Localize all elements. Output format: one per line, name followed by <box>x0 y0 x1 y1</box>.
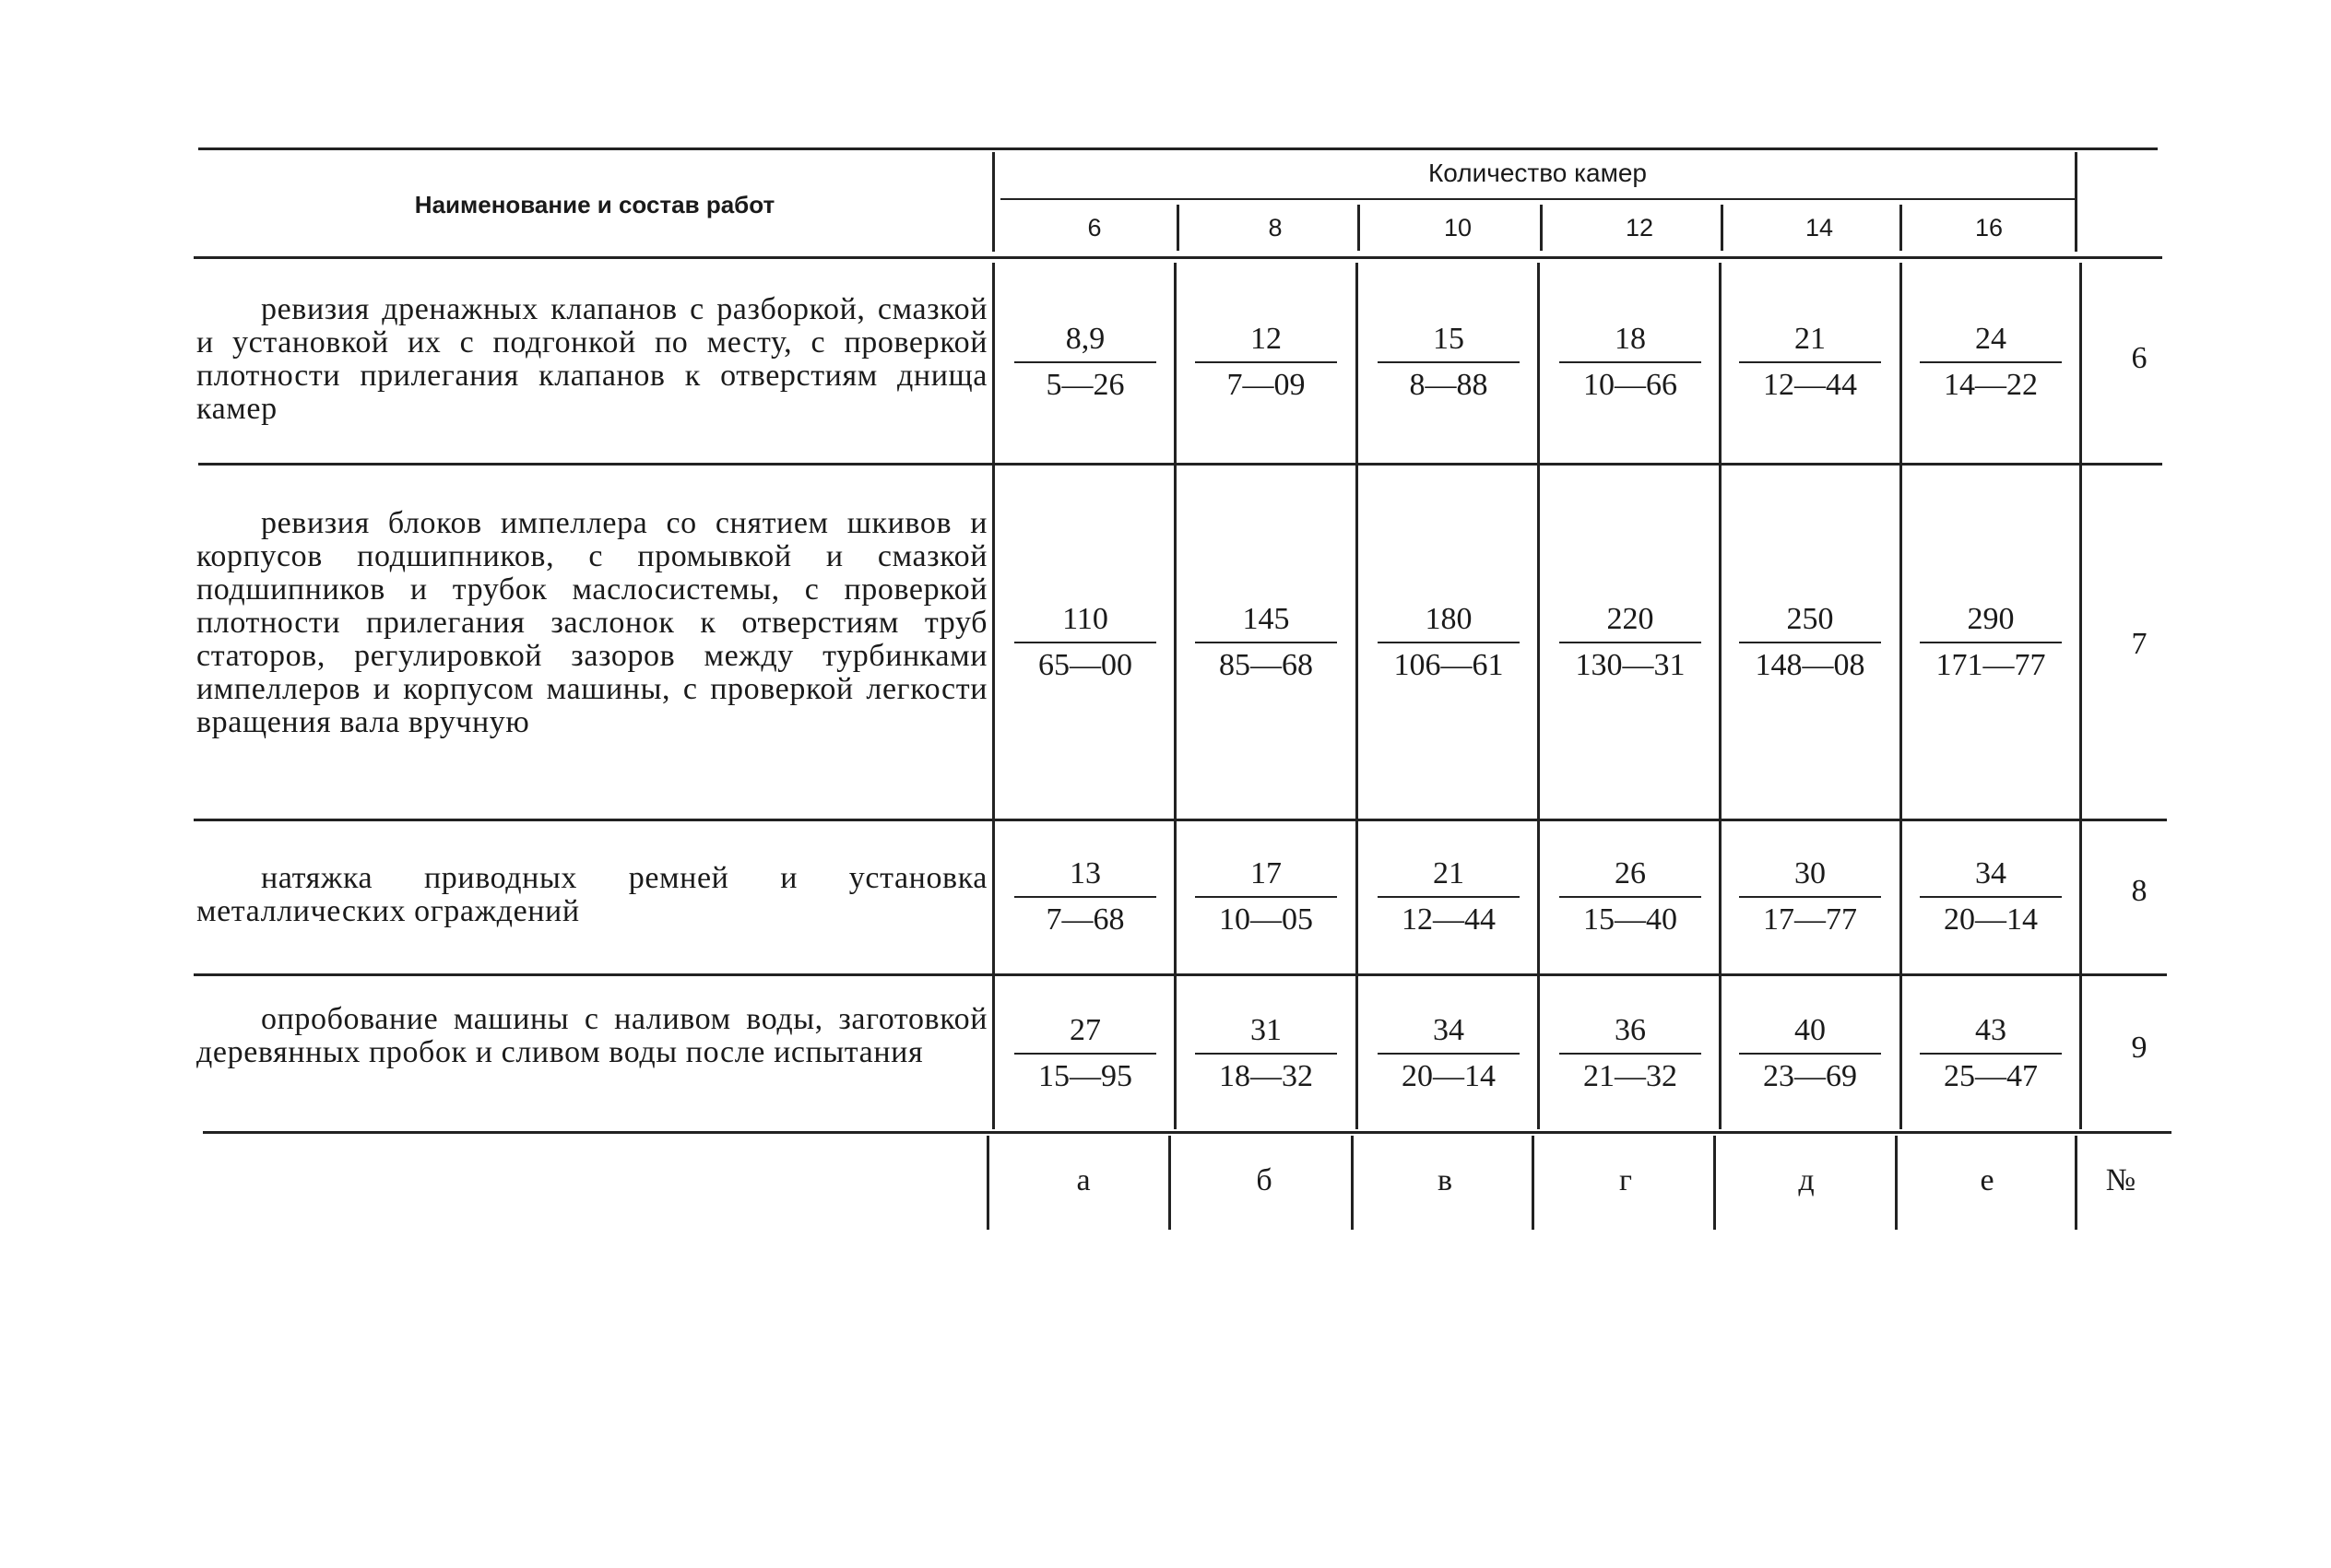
value-quantity: 40 <box>1794 1013 1826 1047</box>
value-quantity: 31 <box>1250 1013 1282 1047</box>
value-quantity: 220 <box>1606 602 1654 636</box>
value-quantity: 18 <box>1615 322 1646 356</box>
value-cell <box>1370 321 1527 404</box>
value-cell <box>1370 601 1527 684</box>
value-cell <box>1552 1012 1709 1095</box>
value-quantity: 180 <box>1425 602 1473 636</box>
value-cost: 23—69 <box>1763 1059 1857 1093</box>
header-bottom-rule <box>194 256 2162 259</box>
value-cell <box>1188 855 1344 938</box>
value-cost: 65—00 <box>1038 648 1132 682</box>
value-quantity: 21 <box>1433 856 1464 890</box>
value-cell <box>1188 321 1344 404</box>
value-cost: 10—66 <box>1583 368 1677 402</box>
value-cell <box>1370 1012 1527 1095</box>
value-cell <box>1007 855 1164 938</box>
footer-col-divider <box>1713 1136 1716 1230</box>
column-header: 10 <box>1443 214 1473 242</box>
value-cost: 85—68 <box>1219 648 1313 682</box>
value-cell <box>1552 601 1709 684</box>
value-cost: 8—88 <box>1409 368 1488 402</box>
row-description: опробование машины с наливом воды, заготовкой деревянных пробок и сливом воды после испытания <box>196 1002 988 1069</box>
row-description: ревизия дренажных клапанов с разборкой, смазкой и установкой их с подгонкой по месту, с проверкой плотности прилегания клапанов к отверстиям днища камер <box>196 292 988 426</box>
body-col-divider <box>2079 263 2082 1129</box>
footer-label: д <box>1798 1163 1815 1197</box>
value-cost: 14—22 <box>1944 368 2038 402</box>
value-quantity: 145 <box>1242 602 1290 636</box>
row-number: 8 <box>2131 874 2148 908</box>
value-cost: 7—09 <box>1226 368 1306 402</box>
row-number: 6 <box>2131 341 2148 375</box>
value-cell <box>1732 601 1888 684</box>
value-cell <box>1007 601 1164 684</box>
body-col-divider <box>992 263 995 1129</box>
footer-label-number-sign: № <box>2105 1163 2136 1197</box>
value-quantity: 110 <box>1062 602 1108 636</box>
value-quantity: 21 <box>1794 322 1826 356</box>
column-header-work-name: Наименование и состав работ <box>414 191 775 218</box>
value-cell <box>1912 855 2069 938</box>
value-cell <box>1732 855 1888 938</box>
value-quantity: 34 <box>1975 856 2006 890</box>
value-cost: 15—40 <box>1583 902 1677 937</box>
value-quantity: 30 <box>1794 856 1826 890</box>
value-quantity: 12 <box>1250 322 1282 356</box>
value-quantity: 13 <box>1070 856 1101 890</box>
value-cell <box>1912 321 2069 404</box>
body-col-divider <box>1899 263 1902 1129</box>
value-cell <box>1188 601 1344 684</box>
value-quantity: 27 <box>1070 1013 1101 1047</box>
value-cell <box>1912 1012 2069 1095</box>
footer-col-divider <box>987 1136 989 1230</box>
footer-label: г <box>1619 1163 1632 1197</box>
group-underline <box>1000 198 2075 200</box>
value-quantity: 26 <box>1615 856 1646 890</box>
value-cost: 20—14 <box>1402 1059 1496 1093</box>
value-quantity: 24 <box>1975 322 2006 356</box>
top-rule <box>198 147 2158 150</box>
value-cost: 12—44 <box>1402 902 1496 937</box>
value-cell <box>1552 855 1709 938</box>
value-cost: 20—14 <box>1944 902 2038 937</box>
value-cost: 17—77 <box>1763 902 1857 937</box>
body-col-divider <box>1355 263 1358 1129</box>
value-cost: 25—47 <box>1944 1059 2038 1093</box>
value-cell <box>1912 601 2069 684</box>
column-group-header: Количество камер <box>1428 159 1647 187</box>
value-quantity: 43 <box>1975 1013 2006 1047</box>
footer-col-divider <box>1895 1136 1898 1230</box>
value-cost: 5—26 <box>1046 368 1125 402</box>
value-quantity: 250 <box>1786 602 1834 636</box>
value-cost: 7—68 <box>1046 902 1125 937</box>
row-7-bottom-rule <box>194 819 2167 821</box>
value-cost: 12—44 <box>1763 368 1857 402</box>
value-cost: 10—05 <box>1219 902 1313 937</box>
value-cell <box>1007 1012 1164 1095</box>
value-quantity: 290 <box>1967 602 2015 636</box>
value-cell <box>1732 1012 1888 1095</box>
value-cost: 130—31 <box>1575 648 1686 682</box>
body-col-divider <box>1174 263 1177 1129</box>
value-quantity: 17 <box>1250 856 1282 890</box>
column-header: 14 <box>1804 214 1834 242</box>
value-cost: 15—95 <box>1038 1059 1132 1093</box>
row-number: 7 <box>2131 627 2148 661</box>
footer-label: а <box>1076 1163 1091 1197</box>
value-quantity: 8,9 <box>1065 322 1106 356</box>
body-col-divider <box>1719 263 1722 1129</box>
value-cost: 148—08 <box>1755 648 1865 682</box>
value-cell <box>1370 855 1527 938</box>
value-quantity: 15 <box>1433 322 1464 356</box>
row-description: ревизия блоков импеллера со снятием шкивов и корпусов подшипников, с промывкой и смазкой подшипников и трубок маслосистемы, с проверкой плотности прилегания заслонок к отверстиям труб статоров, регулировкой зазоров между турбинками импеллеров и корпусом машины, с проверкой легкости вращения вала вручную <box>196 506 988 739</box>
value-quantity: 36 <box>1615 1013 1646 1047</box>
row-description: натяжка приводных ремней и установка металлических ограждений <box>196 861 988 928</box>
footer-label: б <box>1256 1163 1272 1197</box>
value-cell <box>1007 321 1164 404</box>
footer-label: в <box>1437 1163 1453 1197</box>
row-number: 9 <box>2131 1031 2148 1065</box>
value-cell <box>1732 321 1888 404</box>
value-cost: 18—32 <box>1219 1059 1313 1093</box>
column-header: 8 <box>1268 214 1283 242</box>
value-cell <box>1552 321 1709 404</box>
column-header: 6 <box>1087 214 1102 242</box>
row-6-bottom-rule <box>198 463 2162 466</box>
value-quantity: 34 <box>1433 1013 1464 1047</box>
column-header: 16 <box>1974 214 2004 242</box>
value-cost: 171—77 <box>1935 648 2046 682</box>
header-divider-main <box>992 152 995 252</box>
value-cost: 21—32 <box>1583 1059 1677 1093</box>
row-9-bottom-rule <box>203 1131 2171 1134</box>
body-col-divider <box>1537 263 1540 1129</box>
value-cell <box>1188 1012 1344 1095</box>
value-cost: 106—61 <box>1393 648 1504 682</box>
footer-label: е <box>1980 1163 1994 1197</box>
row-8-bottom-rule <box>194 973 2167 976</box>
column-header: 12 <box>1625 214 1654 242</box>
